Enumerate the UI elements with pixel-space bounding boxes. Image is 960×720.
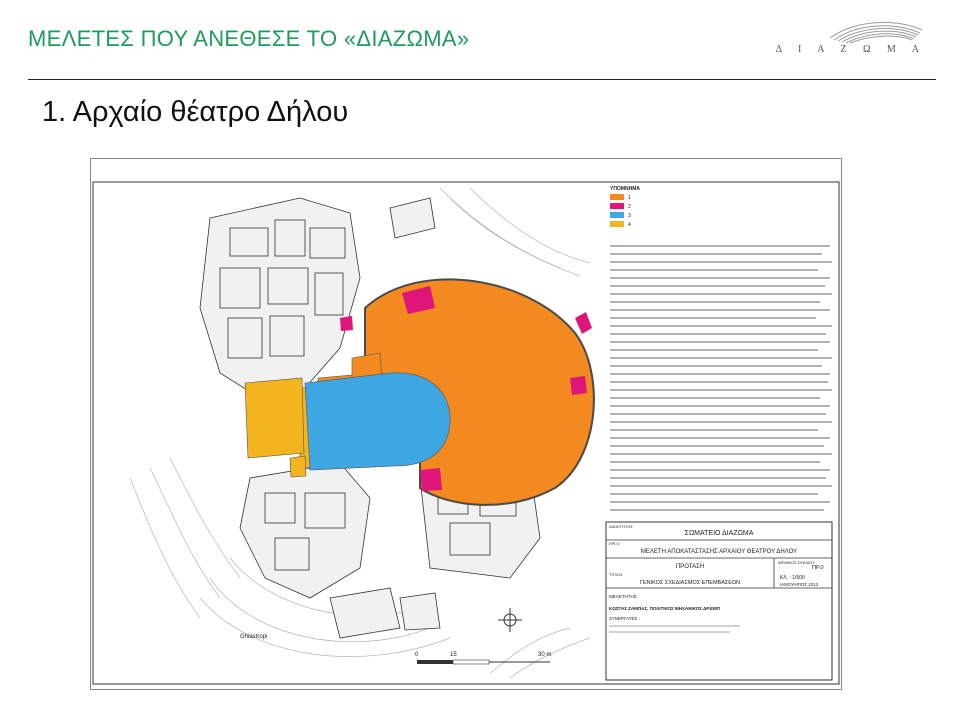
legend-label-3: 3 <box>628 213 631 219</box>
drawing-title-caption: ΤΙΤΛΟΣ <box>609 572 623 577</box>
designer-name: ΚΩΣΤΑΣ ΖΑΜΠΑΣ, ΠΟΛΙΤΙΚΟΣ ΜΗΧΑΝΙΚΟΣ ΔΡ.ΕΜΠ <box>609 606 720 611</box>
project-caption: ΕΡΓΟ <box>609 541 620 546</box>
legend-swatch-1 <box>610 194 624 200</box>
drawing-date: ΙΑΝΟΥΑΡΙΟΣ 2012 <box>780 582 819 587</box>
scale-label-15: 15 <box>450 652 457 658</box>
drawing-scale: ΚΛ. : 1/500 <box>780 575 805 581</box>
project-name: ΜΕΛΕΤΗ ΑΠΟΚΑΤΑΣΤΑΣΗΣ ΑΡΧΑΙΟΥ ΘΕΑΤΡΟΥ ΔΗΛΟΥ <box>640 549 798 555</box>
legend-swatch-3 <box>610 212 624 218</box>
header-divider <box>28 79 936 80</box>
header-title: ΜΕΛΕΤΕΣ ΠΟΥ ΑΝΕΘΕΣΕ ΤΟ «ΔΙΑΖΩΜΑ» <box>28 26 470 51</box>
drawing-number: ΠΡ.0 <box>812 565 824 571</box>
legend-label-4: 4 <box>628 222 631 228</box>
site-plan-drawing <box>90 158 842 690</box>
place-label: Ghiastropi <box>240 634 268 640</box>
legend-title: ΥΠΟΜΝΗΜΑ <box>610 186 640 192</box>
legend-label-2: 2 <box>628 204 631 210</box>
designer-caption: ΜΕΛΕΤΗΤΗΣ : <box>609 594 640 599</box>
scale-label-30: 30 m <box>538 652 552 658</box>
scale-label-0: 0 <box>415 652 419 658</box>
owner-caption: ΙΔΙΟΚΤΗΤΗΣ <box>609 524 633 529</box>
legend-swatch-2 <box>610 203 624 209</box>
title-block <box>606 522 832 680</box>
owner-name: ΣΩΜΑΤΕΙΟ ΔΙΑΖΩΜΑ <box>684 530 754 537</box>
stage-label: ΠΡΟΤΑΣΗ <box>675 564 705 570</box>
drawing-title: ΓΕΝΙΚΟΣ ΣΧΕΔΙΑΣΜΟΣ ΕΠΕΜΒΑΣΕΩΝ <box>639 580 741 586</box>
drawing-number-caption: ΑΡΙΘΜΟΣ ΣΧΕΔΙΟΥ <box>778 560 815 565</box>
legend-swatch-4 <box>610 221 624 227</box>
logo-text: Δ Ι Α Ζ Ω Μ Α <box>775 44 926 55</box>
slide-title: 1. Αρχαίο θέατρο Δήλου <box>42 96 349 128</box>
legend-label-1: 1 <box>628 195 631 201</box>
collaborators-caption: ΣΥΝΕΡΓΑΤΕΣ : <box>609 616 640 621</box>
